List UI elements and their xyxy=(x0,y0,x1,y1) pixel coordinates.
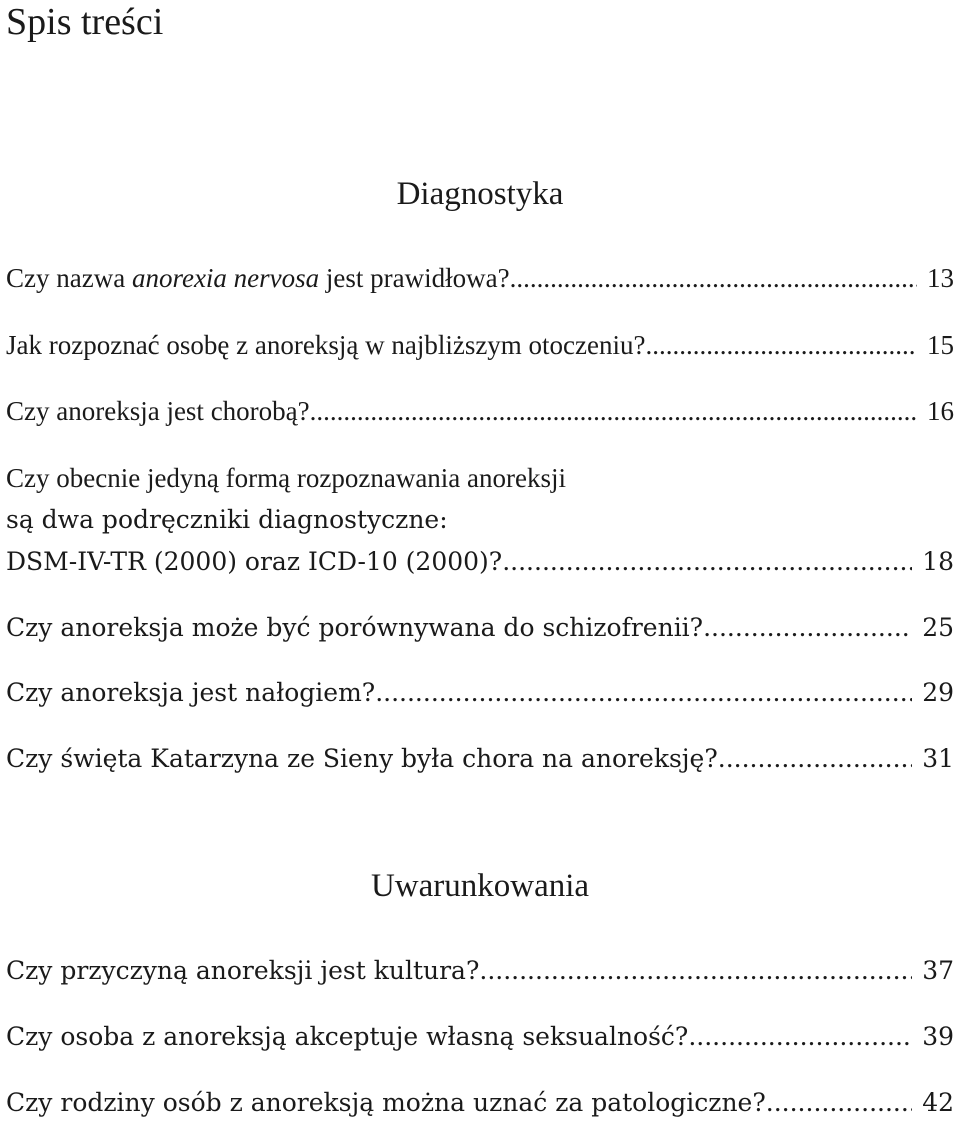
toc-entry[interactable] xyxy=(6,544,954,580)
toc-entry[interactable] xyxy=(6,1085,954,1121)
toc-entry[interactable] xyxy=(6,327,954,363)
toc-entry-text: Czy nazwa anorexia nervosa jest prawidłowa? xyxy=(6,263,510,293)
toc-entry-text: Czy rodziny osób z anoreksją można uznać za patologiczne? xyxy=(6,1088,766,1117)
toc-page-number: 18 xyxy=(922,547,954,576)
toc-page-number: 13 xyxy=(927,263,954,293)
toc-entry-text: Czy święta Katarzyna ze Sieny była chora na anoreksję? xyxy=(6,744,718,773)
toc-page-number: 37 xyxy=(922,956,954,985)
toc-entry-text: Czy przyczyną anoreksji jest kultura? xyxy=(6,956,480,985)
toc-entry[interactable] xyxy=(6,675,954,711)
toc-entry[interactable] xyxy=(6,1019,954,1055)
toc-leader-dots xyxy=(688,1019,912,1055)
toc-entry-text: Czy anoreksja jest nałogiem? xyxy=(6,678,376,707)
toc-entry[interactable] xyxy=(6,741,954,777)
toc-page-number: 16 xyxy=(927,396,954,426)
toc-leader-dots xyxy=(310,393,917,429)
toc-page-number: 25 xyxy=(922,613,954,642)
toc-leader-dots xyxy=(766,1085,912,1121)
toc-entry-text: Czy anoreksja może być porównywana do schizofrenii? xyxy=(6,613,704,642)
toc-entry[interactable] xyxy=(6,260,954,296)
toc-entry-text: Czy anoreksja jest chorobą? xyxy=(6,396,310,426)
toc-entry-text: Jak rozpoznać osobę z anoreksją w najbliższym otoczeniu? xyxy=(6,330,646,360)
toc-entry-line: Czy obecnie jedyną formą rozpoznawania anoreksji xyxy=(6,463,567,493)
toc-leader-dots xyxy=(703,610,912,646)
toc-entry[interactable] xyxy=(6,953,954,989)
toc-page-number: 42 xyxy=(922,1088,954,1117)
toc-entry[interactable] xyxy=(6,610,954,646)
toc-leader-dots xyxy=(718,741,912,777)
toc-entry-line: są dwa podręczniki diagnostyczne: xyxy=(6,505,448,534)
toc-entry-text: DSM-IV-TR (2000) oraz ICD-10 (2000)? xyxy=(6,547,503,576)
toc-leader-dots xyxy=(646,327,918,363)
section-heading-uwarunkowania: Uwarunkowania xyxy=(370,868,590,904)
toc-leader-dots xyxy=(479,953,912,989)
toc-entry-text: Czy osoba z anoreksją akceptuje własną seksualność? xyxy=(6,1022,689,1051)
toc-page-number: 39 xyxy=(922,1022,954,1051)
toc-page-number: 29 xyxy=(922,678,954,707)
toc-page-number: 31 xyxy=(922,744,954,773)
toc-page-number: 15 xyxy=(927,330,954,360)
toc-title: Spis treści xyxy=(6,1,164,43)
toc-leader-dots xyxy=(510,260,917,296)
toc-leader-dots xyxy=(375,675,912,711)
toc-entry[interactable] xyxy=(6,393,954,429)
section-heading-diagnostyka: Diagnostyka xyxy=(396,176,564,212)
toc-leader-dots xyxy=(502,544,912,580)
